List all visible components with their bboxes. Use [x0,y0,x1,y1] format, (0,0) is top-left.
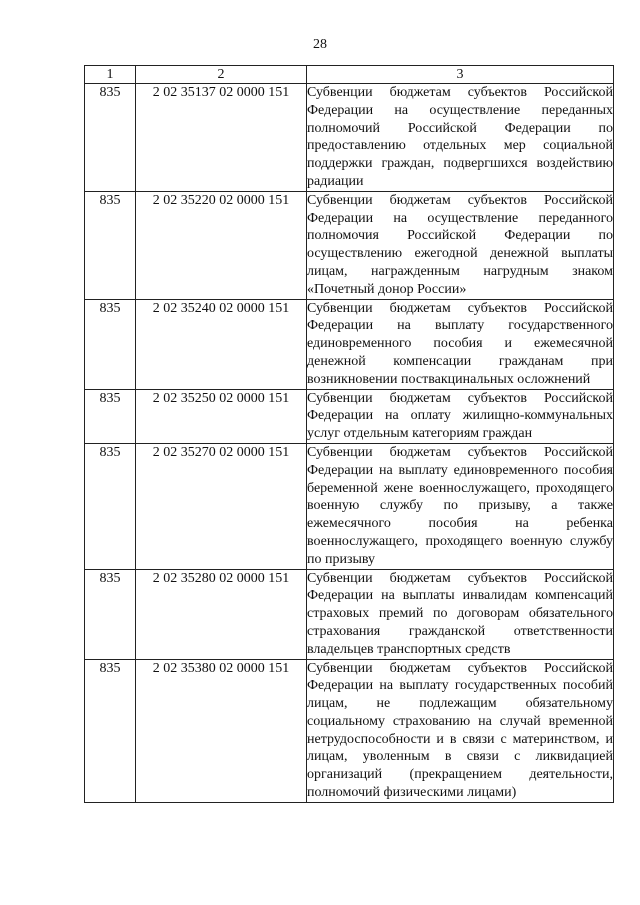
table-row [85,569,614,659]
description-cell: Субвенции бюджетам субъектов Российской Федерации на осуществление переданного полномочия Российской Федерации по осуществлению ежегодной денежной выплаты лицам, награжденным нагрудным знаком «Почетный донор России» [307,191,614,299]
admin-code-cell: 835 [85,443,136,569]
admin-code-cell: 835 [85,84,136,192]
table-row [85,443,614,569]
admin-code-cell: 835 [85,299,136,389]
admin-code-cell: 835 [85,659,136,802]
page-number: 28 [313,37,327,52]
description-cell: Субвенции бюджетам субъектов Российской Федерации на выплату единовременного пособия беременной жене военнослужащего, проходящего военную службу по призыву, а также ежемесячного пособия на ребенка военнослужащего, проходящего военную службу по призыву [307,443,614,569]
kbk-code-cell: 2 02 35240 02 0000 151 [136,299,307,389]
table-row [85,84,614,192]
table-row [85,191,614,299]
column-header-1: 1 [85,66,136,84]
admin-code-cell: 835 [85,389,136,443]
kbk-code-cell: 2 02 35270 02 0000 151 [136,443,307,569]
column-header-2: 2 [136,66,307,84]
kbk-code-cell: 2 02 35137 02 0000 151 [136,84,307,192]
kbk-code-cell: 2 02 35380 02 0000 151 [136,659,307,802]
description-cell: Субвенции бюджетам субъектов Российской Федерации на выплату государственного единовременного пособия и ежемесячной денежной компенсации гражданам при возникновении поствакцинальных осложнений [307,299,614,389]
admin-code-cell: 835 [85,191,136,299]
column-header-3: 3 [307,66,614,84]
budget-codes-table [84,65,614,803]
table-row [85,299,614,389]
kbk-code-cell: 2 02 35250 02 0000 151 [136,389,307,443]
kbk-code-cell: 2 02 35280 02 0000 151 [136,569,307,659]
table-row [85,389,614,443]
description-cell: Субвенции бюджетам субъектов Российской Федерации на осуществление переданных полномочий Российской Федерации по предоставлению отдельных мер социальной поддержки граждан, подвергшихся воздействию радиации [307,84,614,192]
table-row [85,659,614,802]
description-cell: Субвенции бюджетам субъектов Российской Федерации на выплату государственных пособий лицам, не подлежащим обязательному социальному страхованию на случай временной нетрудоспособности и в связи с материнством, и лицам, уволенным в связи с ликвидацией организаций (прекращением деятельности, полномочий физическими лицами) [307,659,614,802]
admin-code-cell: 835 [85,569,136,659]
table-header-row [85,66,614,84]
description-cell: Субвенции бюджетам субъектов Российской Федерации на оплату жилищно-коммунальных услуг отдельным категориям граждан [307,389,614,443]
kbk-code-cell: 2 02 35220 02 0000 151 [136,191,307,299]
description-cell: Субвенции бюджетам субъектов Российской Федерации на выплаты инвалидам компенсаций страховых премий по договорам обязательного страхования гражданской ответственности владельцев транспортных средств [307,569,614,659]
